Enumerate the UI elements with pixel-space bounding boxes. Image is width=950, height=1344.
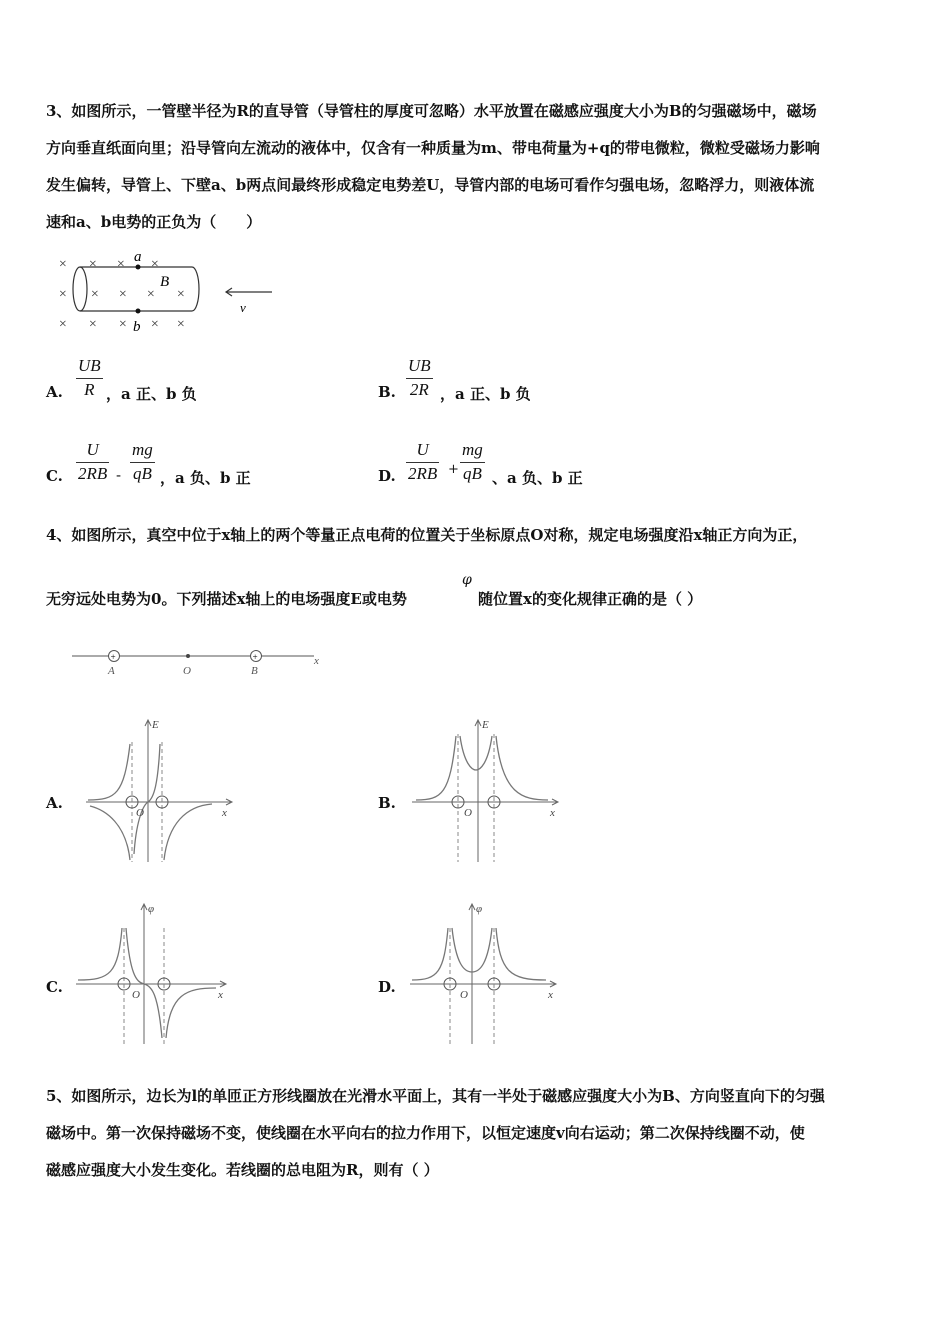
label-b: b: [133, 319, 141, 335]
q3-option-d-label[interactable]: D.: [378, 467, 396, 485]
field-cross: ×: [58, 287, 68, 302]
point-b: [136, 309, 141, 314]
q5-line-2: 磁场中。第一次保持磁场不变，使线圈在水平向右的拉力作用下，以恒定速度v向右运动；第二次保持线圈不动，使: [46, 1124, 805, 1142]
svg-text:x: x: [222, 807, 227, 819]
svg-text:E: E: [152, 719, 159, 731]
q4-graph-a: [86, 714, 236, 864]
q5-text: [46, 1078, 906, 1189]
field-cross: ×: [90, 287, 100, 302]
fraction-denominator: 2R: [409, 380, 429, 399]
q4-option-c-label[interactable]: C.: [46, 978, 63, 996]
phi-symbol: φ: [462, 572, 472, 588]
q3-option-c-text: ，a 负、b 正: [160, 469, 251, 487]
q3-option-a-fraction: [76, 356, 103, 400]
label-O: O: [183, 665, 191, 677]
svg-text:+: +: [252, 652, 259, 662]
fraction-denominator: 2RB: [78, 464, 108, 483]
field-cross: ×: [116, 257, 126, 272]
svg-text:φ: φ: [476, 903, 483, 915]
velocity-arrow: [226, 288, 272, 296]
field-cross: ×: [118, 287, 128, 302]
q4-graph-b: [412, 714, 562, 864]
q3-text: [46, 93, 906, 241]
q4-option-a-label[interactable]: A.: [46, 794, 63, 812]
q3-line-3: 发生偏转，导管上、下壁a、b两点间最终形成稳定电势差U，导管内部的电场可看作匀强电场，忽略浮力，则液体流: [46, 176, 815, 194]
field-cross: ×: [88, 257, 98, 272]
q3-option-c-operator: -: [116, 466, 122, 484]
label-A: A: [108, 665, 115, 677]
label-B: B: [160, 274, 170, 290]
svg-text:E: E: [482, 719, 489, 731]
q4-line-2-part-1: 无穷远处电势为0。下列描述x轴上的电场强度E或电势: [46, 590, 407, 608]
q4-line-2-part-2: 随位置x的变化规律正确的是（ ）: [478, 590, 703, 608]
field-cross: ×: [150, 317, 160, 332]
fraction-bar: [130, 462, 155, 463]
q3-option-a-text: ，a 正、b 负: [106, 385, 197, 403]
q5-line-1: 5、如图所示，边长为l的单匝正方形线圈放在光滑水平面上，其有一半处于磁感应强度大小为B、方向竖直向下的匀强: [46, 1087, 825, 1105]
svg-text:x: x: [550, 807, 555, 819]
fraction-numerator: mg: [132, 440, 153, 459]
fraction-bar: [76, 462, 109, 463]
q4-charge-axis: [70, 644, 330, 680]
svg-text:+: +: [110, 652, 117, 662]
fraction-denominator: qB: [132, 464, 152, 483]
q3-option-d-text: 、a 负、b 正: [492, 469, 583, 487]
q3-option-a-label[interactable]: A.: [46, 383, 63, 401]
field-cross: ×: [118, 317, 128, 332]
q3-line-4: 速和a、b电势的正负为（ ）: [46, 213, 262, 231]
fraction-denominator: R: [84, 380, 95, 399]
label-x: x: [314, 655, 319, 667]
q3-line-2: 方向垂直纸面向里；沿导管向左流动的液体中，仅含有一种质量为m、带电荷量为+q的带电微粒，微粒受磁场力影响: [46, 139, 820, 157]
q3-option-c-fraction-2: [130, 440, 155, 484]
q4-graph-c: [76, 898, 236, 1048]
field-cross: ×: [150, 257, 160, 272]
svg-text:O: O: [132, 989, 140, 1001]
q4-option-b-label[interactable]: B.: [378, 794, 396, 812]
field-cross: ×: [88, 317, 98, 332]
fraction-bar: [406, 378, 433, 379]
q3-option-d-fraction-1: [406, 440, 439, 484]
q4-option-d-label[interactable]: D.: [378, 978, 396, 996]
svg-text:O: O: [460, 989, 468, 1001]
q4-graph-d: [410, 898, 570, 1048]
fraction-denominator: qB: [462, 464, 482, 483]
svg-text:O: O: [136, 807, 144, 819]
field-cross: ×: [176, 287, 186, 302]
q3-option-b-label[interactable]: B.: [378, 383, 396, 401]
fraction-bar: [406, 462, 439, 463]
label-v: v: [240, 300, 246, 315]
q3-option-d-fraction-2: [460, 440, 485, 484]
q3-option-c-fraction-1: [76, 440, 109, 484]
svg-text:x: x: [548, 989, 553, 1001]
fraction-bar: [76, 378, 103, 379]
fraction-denominator: 2RB: [408, 464, 438, 483]
fraction-numerator: UB: [78, 356, 101, 375]
q3-option-c-label[interactable]: C.: [46, 467, 63, 485]
q4-line-1: 4、如图所示，真空中位于x轴上的两个等量正点电荷的位置关于坐标原点O对称，规定电场强度沿x轴正方向为正，: [46, 526, 808, 544]
fraction-numerator: U: [86, 440, 99, 459]
svg-text:O: O: [464, 807, 472, 819]
q5-line-3: 磁感应强度大小发生变化。若线圈的总电阻为R，则有（ ）: [46, 1161, 439, 1179]
field-cross: ×: [58, 257, 68, 272]
origin-dot: [186, 654, 190, 658]
q3-option-d-operator: +: [448, 462, 459, 477]
svg-text:φ: φ: [148, 903, 155, 915]
q3-option-b-fraction: [406, 356, 433, 400]
fraction-numerator: UB: [408, 356, 431, 375]
field-cross: ×: [58, 317, 68, 332]
svg-text:x: x: [218, 989, 223, 1001]
point-a: [136, 265, 141, 270]
q3-pipe-figure: [50, 248, 290, 338]
fraction-numerator: U: [416, 440, 429, 459]
label-a: a: [134, 249, 142, 265]
field-cross: ×: [176, 317, 186, 332]
q3-option-b-text: ，a 正、b 负: [440, 385, 531, 403]
field-cross: ×: [146, 287, 156, 302]
fraction-bar: [460, 462, 485, 463]
label-B: B: [251, 665, 258, 677]
fraction-numerator: mg: [462, 440, 483, 459]
q3-line-1: 3、如图所示，一管壁半径为R的直导管（导管柱的厚度可忽略）水平放置在磁感应强度大小为B的匀强磁场中，磁场: [46, 102, 817, 120]
